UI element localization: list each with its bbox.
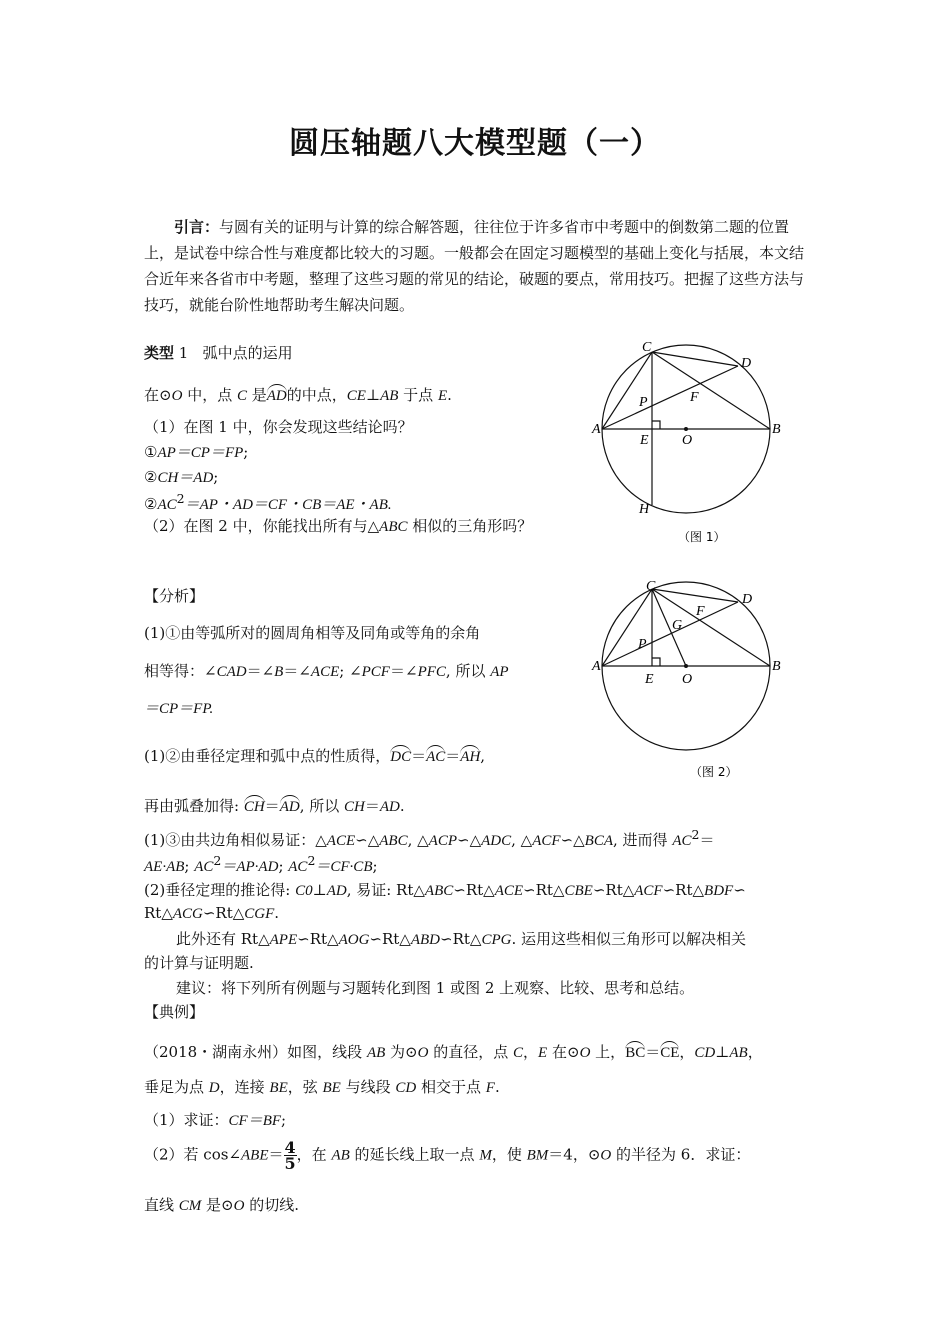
more-f: ABD bbox=[410, 932, 441, 948]
analysis-more-line2: 的计算与证明题. bbox=[144, 954, 254, 972]
a1-f: ACE bbox=[310, 664, 340, 680]
fig2-label-c: C bbox=[646, 580, 656, 594]
fraction-4-5 bbox=[284, 1140, 297, 1171]
ex-l1-l: ， bbox=[679, 1043, 695, 1061]
t1-s-h: AB bbox=[380, 388, 399, 404]
a2-eq2: ＝ bbox=[445, 747, 461, 765]
example-heading: 【典例】 bbox=[144, 1003, 205, 1021]
a3-i: , △ bbox=[511, 831, 533, 849]
a3l2-a: AE·AB bbox=[144, 859, 185, 875]
ex-p2-h: ，使 bbox=[491, 1145, 527, 1164]
a4-c: ⊥ bbox=[312, 881, 327, 899]
arc-ad-2: AD bbox=[279, 799, 300, 815]
a3l2-sup1: 2 bbox=[213, 853, 222, 868]
ex-p2-l: 的半径为 6．求证： bbox=[611, 1145, 751, 1164]
ex-p1-b: CF＝BF bbox=[228, 1113, 282, 1129]
ex-l2-j: F bbox=[485, 1080, 495, 1096]
analysis-more-line1 bbox=[176, 928, 746, 949]
ex-l1-m: CD bbox=[694, 1045, 716, 1061]
more-i: . 运用这些相似三角形可以解决相关 bbox=[511, 930, 746, 948]
c2-c: ; bbox=[213, 468, 219, 486]
intro-label: 引言： bbox=[174, 218, 220, 236]
a3l2-f: AC bbox=[288, 859, 308, 875]
a3-k: ∽△ bbox=[560, 831, 585, 849]
a2b-b: , 所以 bbox=[299, 797, 344, 815]
ex-l2-i: 相交于点 bbox=[416, 1078, 486, 1096]
a4l2-e: . bbox=[274, 904, 280, 922]
type1-statement bbox=[144, 384, 452, 405]
fig1-label-f: F bbox=[690, 390, 699, 405]
a3l2-b: ; bbox=[184, 857, 195, 875]
fig1-label-o: O bbox=[682, 433, 693, 448]
ex-l1-e: 的直径，点 bbox=[428, 1043, 514, 1061]
t1-s-o: O bbox=[171, 388, 183, 404]
ex-l1-d: O bbox=[417, 1045, 429, 1061]
fig2-caption: （图 2） bbox=[690, 765, 738, 779]
t1-s-a: 在⊙ bbox=[144, 386, 172, 404]
a2b-a: 再由弧叠加得: bbox=[144, 797, 244, 815]
t1-s-j: E bbox=[437, 388, 448, 404]
more-e: ∽Rt△ bbox=[369, 930, 411, 948]
example-line2 bbox=[144, 1076, 500, 1097]
q2-b: ABC bbox=[379, 519, 408, 535]
c1-a: ① bbox=[144, 443, 158, 461]
arc-ac: AC bbox=[426, 749, 446, 765]
ex-l2-e: ，弦 bbox=[287, 1078, 323, 1096]
a2b-f: . bbox=[399, 797, 405, 815]
a1-j: PFC bbox=[417, 664, 446, 680]
a1-b: CAD bbox=[216, 664, 247, 680]
a4l2-d: CGF bbox=[244, 906, 275, 922]
analysis-a1-line2 bbox=[144, 660, 509, 681]
example-part3 bbox=[144, 1194, 299, 1215]
fig2-center-dot bbox=[684, 664, 688, 668]
a3-o: ＝ bbox=[699, 831, 715, 849]
a1-i: ＝∠ bbox=[389, 662, 418, 680]
a4-k: ∽Rt△ bbox=[592, 881, 635, 899]
t1-s-d: 是 bbox=[246, 386, 267, 404]
figure-2-diagram bbox=[590, 580, 790, 780]
a3-h: ADC bbox=[481, 833, 512, 849]
example-part1 bbox=[144, 1109, 286, 1130]
more-c: ∽Rt△ bbox=[297, 930, 339, 948]
example-part2 bbox=[144, 1140, 750, 1171]
ex-l2-b: D bbox=[208, 1080, 220, 1096]
a2-a: (1)②由垂径定理和弧中点的性质得， bbox=[144, 747, 391, 765]
ex-p1-a: （1）求证： bbox=[144, 1111, 229, 1129]
a3l2-c: AC bbox=[194, 859, 214, 875]
t1-s-k: . bbox=[447, 386, 452, 404]
ex-p3-d: O bbox=[233, 1198, 245, 1214]
fig2-label-d: D bbox=[742, 592, 753, 607]
t1-s-f: CE bbox=[346, 388, 366, 404]
ex-l1-eq: ＝ bbox=[645, 1043, 661, 1061]
a3l2-d: ＝AP·AD bbox=[221, 859, 279, 875]
a3-c: ∽△ bbox=[355, 831, 380, 849]
a3l2-g: ＝CF·CB bbox=[315, 859, 373, 875]
arc-bc: BC bbox=[625, 1045, 646, 1061]
ex-l1-o: AB bbox=[729, 1045, 748, 1061]
a2b-eq: ＝ bbox=[264, 797, 280, 815]
analysis-a2 bbox=[144, 745, 485, 766]
ex-p2-j: ＝4，⊙ bbox=[548, 1145, 601, 1164]
analysis-a3-line1 bbox=[144, 827, 714, 850]
ex-p3-c: 是⊙ bbox=[201, 1196, 234, 1214]
ex-p2-e: AB bbox=[331, 1147, 350, 1164]
page-title: 圆压轴题八大模型题（一） bbox=[289, 126, 661, 161]
c3-a: ② bbox=[144, 495, 158, 513]
ex-l2-h: CD bbox=[395, 1080, 417, 1096]
fig1-center-dot bbox=[684, 427, 688, 431]
ex-p3-e: 的切线. bbox=[244, 1196, 300, 1214]
t1-s-c: C bbox=[236, 388, 247, 404]
a3-m: , 进而得 bbox=[613, 831, 673, 849]
a3l2-sup2: 2 bbox=[307, 853, 316, 868]
c3-b: AC bbox=[157, 497, 177, 513]
fig1-label-h: H bbox=[639, 502, 650, 517]
a3-b: ACE bbox=[326, 833, 356, 849]
a1-l: AP bbox=[490, 664, 509, 680]
t1-s-e: 的中点， bbox=[286, 386, 347, 404]
a2-end: , bbox=[480, 747, 486, 765]
a3-f: ACP bbox=[428, 833, 458, 849]
a4l2-b: ACG bbox=[172, 906, 203, 922]
q2-a: （2）在图 2 中，你能找出所有与△ bbox=[144, 517, 380, 535]
more-g: ∽Rt△ bbox=[440, 930, 482, 948]
a3-a: (1)③由共边角相似易证：△ bbox=[144, 831, 327, 849]
more-d: AOG bbox=[338, 932, 370, 948]
type1-q1: （1）在图 1 中，你会发现这些结论吗？ bbox=[144, 418, 413, 436]
analysis-advice: 建议：将下列所有例题与习题转化到图 1 或图 2 上观察、比较、思考和总结。 bbox=[176, 979, 695, 997]
a4-a: (2)垂径定理的推论得: bbox=[144, 881, 296, 899]
a4l2-a: Rt△ bbox=[144, 904, 173, 922]
ex-l1-i: 在⊙ bbox=[547, 1043, 580, 1061]
arc-ce: CE bbox=[660, 1045, 680, 1061]
ex-l1-h: E bbox=[538, 1045, 548, 1061]
a4-b: C0 bbox=[295, 883, 313, 899]
t1-s-b: 中，点 bbox=[182, 386, 237, 404]
a3-j: ACF bbox=[532, 833, 561, 849]
analysis-a1-line3: ＝CP＝FP. bbox=[144, 701, 214, 717]
a1-d: B bbox=[274, 664, 284, 680]
a4-g: ∽Rt△ bbox=[453, 881, 495, 899]
a1-k: , 所以 bbox=[445, 662, 491, 680]
fig1-label-b: B bbox=[772, 422, 781, 437]
intro-paragraph bbox=[144, 214, 809, 318]
a1-a: 相等得：∠ bbox=[144, 662, 217, 680]
a3-d: ABC bbox=[379, 833, 408, 849]
a3l2-e: ; bbox=[278, 857, 289, 875]
ex-l1-c: 为⊙ bbox=[385, 1043, 418, 1061]
analysis-a1-line1: (1)①由等弧所对的圆周角相等及同角或等角的余角 bbox=[144, 624, 481, 642]
ex-p2-k: O bbox=[600, 1147, 612, 1164]
ex-p2-c: ＝ bbox=[268, 1145, 284, 1164]
arc-ad: AD bbox=[266, 388, 287, 404]
arc-dc: DC bbox=[390, 749, 412, 765]
analysis-a2b bbox=[144, 795, 405, 816]
a3l2-h: ; bbox=[372, 857, 378, 875]
arc-ch: CH bbox=[243, 799, 265, 815]
c3-c: ＝AP・AD＝CF・CB＝AE・AB. bbox=[184, 497, 392, 513]
fig1-label-e: E bbox=[640, 433, 649, 448]
c1-b: AP＝CP＝FP bbox=[157, 445, 244, 461]
frac-den: 5 bbox=[284, 1154, 296, 1173]
more-a: 此外还有 Rt△ bbox=[176, 930, 270, 948]
fig1-label-a: A bbox=[592, 422, 601, 437]
a3-g: ∽△ bbox=[457, 831, 482, 849]
ex-l2-c: ，连接 bbox=[219, 1078, 270, 1096]
fig2-label-f: F bbox=[696, 604, 705, 619]
a4-l: ACF bbox=[634, 883, 663, 899]
a2-eq1: ＝ bbox=[411, 747, 427, 765]
ex-p2-a: （2）若 cos∠ bbox=[144, 1145, 242, 1164]
figure-1-diagram bbox=[590, 338, 790, 553]
fig2-segment-cb bbox=[652, 589, 770, 666]
a3-sup: 2 bbox=[691, 827, 700, 842]
ex-l2-k: . bbox=[494, 1078, 500, 1096]
ex-l1-k: 上， bbox=[590, 1043, 626, 1061]
a1-g: ; ∠ bbox=[339, 662, 362, 680]
fig2-label-o: O bbox=[682, 672, 693, 687]
analysis-a4-line2 bbox=[144, 904, 279, 923]
arc-ah: AH bbox=[460, 749, 481, 765]
a4-d: AD bbox=[326, 883, 347, 899]
frac-num: 4 bbox=[284, 1138, 296, 1157]
intro-text: 与圆有关的证明与计算的综合解答题，往往位于许多省市中考题中的倒数第二题的位置上，是试卷中综合性与难度都比较大的习题。一般都会在固定习题模型的基础上变化与括展，本文结合近年来各省市中考题，整理了这些习题的常见的结论，破题的要点，常用技巧。把握了这些方法与技巧，就能台阶性地帮助考生解决问题。 bbox=[144, 218, 805, 314]
type1-q2 bbox=[144, 515, 532, 536]
ex-l1-j: O bbox=[579, 1045, 591, 1061]
c3-sup: 2 bbox=[176, 491, 185, 506]
ex-l1-a: （2018・湖南永州）如图，线段 bbox=[144, 1043, 367, 1061]
ex-l1-g: ， bbox=[523, 1043, 539, 1061]
fig2-segment-cd bbox=[652, 589, 738, 602]
type1-c1 bbox=[144, 441, 248, 462]
ex-p2-i: BM bbox=[526, 1147, 549, 1164]
ex-l2-a: 垂足为点 bbox=[144, 1078, 209, 1096]
c1-c: ; bbox=[243, 443, 249, 461]
ex-l2-g: 与线段 bbox=[340, 1078, 396, 1096]
c2-a: ② bbox=[144, 468, 158, 486]
type1-c3 bbox=[144, 491, 392, 514]
a1-e: ＝∠ bbox=[283, 662, 311, 680]
a4-j: CBE bbox=[564, 883, 593, 899]
a1-c: ＝∠ bbox=[246, 662, 275, 680]
example-line1 bbox=[144, 1041, 763, 1062]
type1-name: 弧中点的运用 bbox=[202, 344, 293, 362]
ex-p2-d: ，在 bbox=[296, 1145, 332, 1164]
a4-o: ∽ bbox=[733, 881, 746, 899]
ex-l1-n: ⊥ bbox=[715, 1043, 730, 1061]
a3-e: , △ bbox=[407, 831, 429, 849]
t1-s-g: ⊥ bbox=[365, 386, 381, 404]
fig2-label-e: E bbox=[645, 672, 654, 687]
fig2-label-g: G bbox=[672, 618, 683, 633]
ex-p2-g: M bbox=[479, 1147, 492, 1164]
more-h: CPG bbox=[481, 932, 512, 948]
fig1-label-c: C bbox=[642, 340, 652, 355]
c2-b: CH＝AD bbox=[157, 470, 214, 486]
fig2-label-p: P bbox=[638, 637, 647, 652]
a2b-e: AD bbox=[379, 799, 400, 815]
ex-p1-c: ; bbox=[281, 1111, 287, 1129]
ex-p2-b: ABE bbox=[241, 1147, 269, 1164]
t1-s-i: 于点 bbox=[398, 386, 438, 404]
ex-p2-f: 的延长线上取一点 bbox=[349, 1145, 480, 1164]
fig2-right-angle bbox=[652, 658, 660, 666]
a4-i: ∽Rt△ bbox=[523, 881, 565, 899]
ex-l2-f: BE bbox=[322, 1080, 341, 1096]
ex-p3-a: 直线 bbox=[144, 1196, 179, 1214]
type1-heading bbox=[144, 342, 293, 363]
ex-l1-f: C bbox=[513, 1045, 524, 1061]
ex-l1-b: AB bbox=[366, 1045, 386, 1061]
fig1-caption: （图 1） bbox=[678, 530, 726, 544]
q2-c: 相似的三角形吗？ bbox=[407, 517, 533, 535]
ex-p3-b: CM bbox=[178, 1198, 202, 1214]
fig2-label-b: B bbox=[772, 659, 781, 674]
ex-l1-p: ， bbox=[747, 1043, 763, 1061]
type1-num: 1 bbox=[178, 344, 189, 362]
fig1-label-p: P bbox=[639, 395, 648, 410]
analysis-heading: 【分析】 bbox=[144, 587, 205, 605]
fig1-right-angle bbox=[652, 421, 660, 429]
type1-c2 bbox=[144, 466, 218, 487]
a4-h: ACE bbox=[494, 883, 524, 899]
a4-n: BDF bbox=[704, 883, 734, 899]
a4-m: ∽Rt△ bbox=[662, 881, 705, 899]
fig1-segment-cb bbox=[652, 352, 770, 429]
a4l2-c: ∽Rt△ bbox=[202, 904, 245, 922]
a2b-d: ＝ bbox=[364, 797, 380, 815]
fig1-label-d: D bbox=[741, 356, 752, 371]
a4-f: ABC bbox=[424, 883, 454, 899]
fig2-label-a: A bbox=[592, 659, 601, 674]
ex-l2-d: BE bbox=[269, 1080, 288, 1096]
analysis-a4-line1 bbox=[144, 879, 746, 900]
a3-l: BCA bbox=[584, 833, 613, 849]
type1-label: 类型 bbox=[144, 344, 175, 362]
a2b-c: CH bbox=[344, 799, 365, 815]
a1-h: PCF bbox=[361, 664, 390, 680]
a4-e: , 易证: Rt△ bbox=[346, 881, 425, 899]
more-b: APE bbox=[269, 932, 298, 948]
analysis-a3-line2 bbox=[144, 853, 378, 876]
a3-n: AC bbox=[672, 833, 692, 849]
